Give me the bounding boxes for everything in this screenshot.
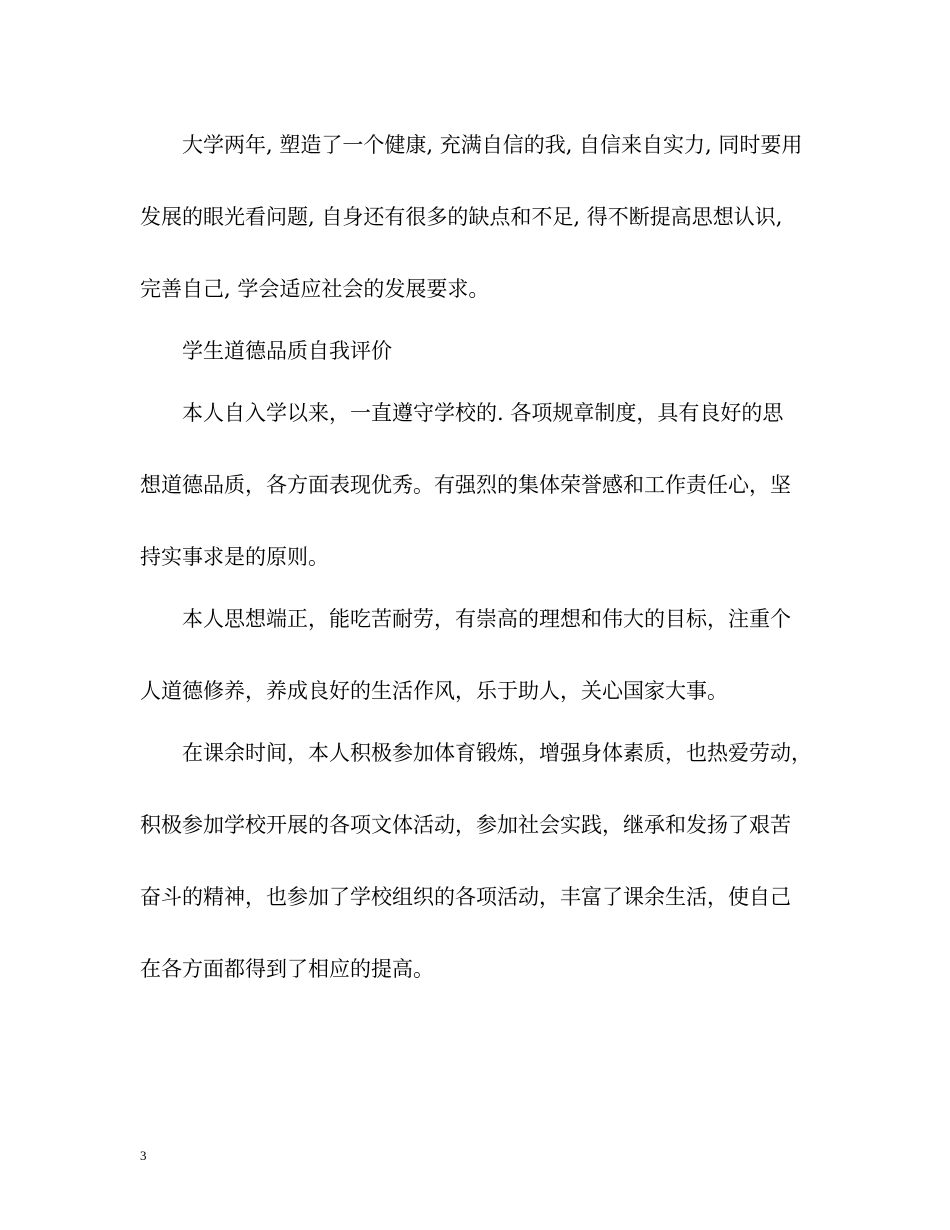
paragraph-line: 奋斗的精神，也参加了学校组织的各项活动，丰富了课余生活，使自己 bbox=[140, 885, 791, 909]
paragraph-line: 本人自入学以来，一直遵守学校的. 各项规章制度，具有良好的思 bbox=[182, 401, 784, 425]
paragraph-line: 持实事求是的原则。 bbox=[140, 545, 329, 569]
paragraph-line: 本人思想端正，能吃苦耐劳，有崇高的理想和伟大的目标，注重个 bbox=[182, 607, 791, 631]
page-number: 3 bbox=[140, 1148, 147, 1163]
paragraph-line: 人道德修养，养成良好的生活作风，乐于助人，关心国家大事。 bbox=[140, 679, 728, 703]
paragraph-line: 积极参加学校开展的各项文体活动，参加社会实践，继承和发扬了艰苦 bbox=[140, 813, 791, 837]
paragraph-line: 在课余时间，本人积极参加体育锻炼，增强身体素质，也热爱劳动， bbox=[182, 741, 812, 765]
paragraph-line: 发展的眼光看问题, 自身还有很多的缺点和不足, 得不断提高思想认识, bbox=[140, 205, 783, 229]
paragraph-line: 想道德品质，各方面表现优秀。有强烈的集体荣誉感和工作责任心，坚 bbox=[140, 473, 791, 497]
paragraph-line: 完善自己, 学会适应社会的发展要求。 bbox=[140, 277, 490, 301]
paragraph-line: 大学两年, 塑造了一个健康, 充满自信的我, 自信来自实力, 同时要用 bbox=[182, 133, 803, 157]
paragraph-line: 在各方面都得到了相应的提高。 bbox=[140, 957, 434, 981]
section-heading: 学生道德品质自我评价 bbox=[182, 339, 392, 363]
